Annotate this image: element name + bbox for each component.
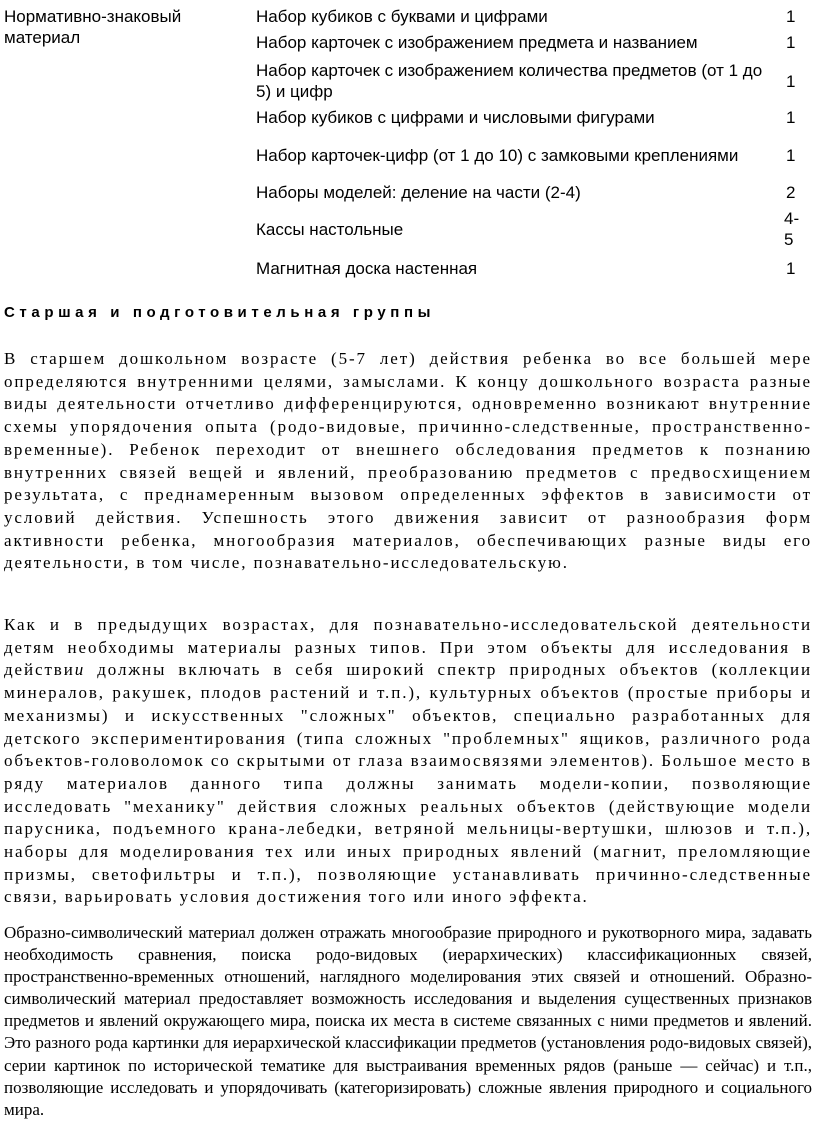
paragraph-older-preschool: В старшем дошкольном возрасте (5-7 лет) действия ребенка во все большей мере определяются внутренними целями, замыслами. К концу дошкольного возраста разные виды деятельности отчетливо дифференцируются, одновременно возникают внутренние схемы упорядочения опыта (родо-видовые, причинно-следственные, пространственно-временные). Ребенок переходит от внешнего обследования предметов к познанию внутренних связей вещей и явлений, преобразованию предметов с предвосхищением результата, с преднамеренным вызовом определенных эффектов в зависимости от условий действия. Успешность этого движения зависит от разнообразия форм активности ребенка, многообразия материалов, обеспечивающих разные виды его деятельности, в том числе, познавательно-исследовательскую.: [4, 349, 812, 573]
table-row: [256, 5, 816, 27]
paragraph-symbolic-material: Образно-символический материал должен отражать многообразие природного и рукотворного мира, задавать необходимость сравнения, поиска родо-видовых (иерархических) классификационных связей, пространственно-временных отношений, наглядного моделирования этих связей и отношений. Образно-символический материал предоставляет возможность исследования и выделения существенных признаков предметов и явлений окружающего мира, поиска их места в системе связанных с ними предметов и явлений. Это разного рода картинки для иерархической классификации предметов (установления родо-видовых связей), серии картинок по исторической тематике для выстраивания временных рядов (раньше — сейчас) и т.п., позволяющие исследовать и упорядочивать (категоризировать) сложные явления природного и социального мира.: [4, 923, 812, 1119]
table-row: [256, 207, 816, 251]
italic-letter: и: [74, 660, 86, 680]
item-quantity: 2: [786, 182, 796, 202]
item-name: Магнитная доска настенная: [256, 258, 478, 278]
paragraph-research-materials: [4, 614, 812, 909]
item-name: Набор карточек с изображением предмета и названием: [256, 32, 698, 52]
table-row: [256, 133, 816, 177]
section-heading: Старшая и подготовительная группы: [4, 304, 436, 321]
category-label: Нормативно-знаковый материал: [4, 7, 182, 47]
table-row: [256, 106, 816, 128]
paragraph-text: Как и в предыдущих возрастах, для познавательно-исследовательской деятельности детям необходимы материалы разных типов. При этом объекты для исследования в действи: [4, 615, 812, 680]
item-quantity: 4-5: [784, 209, 800, 249]
table-row: [256, 59, 816, 103]
item-name: Набор кубиков с цифрами и числовыми фигурами: [256, 107, 655, 127]
table-row: [256, 257, 816, 279]
item-quantity: 1: [786, 145, 796, 165]
item-name: Набор карточек с изображением количества предметов (от 1 до 5) и цифр: [256, 61, 763, 101]
item-quantity: 1: [786, 107, 796, 127]
item-quantity: 1: [786, 6, 796, 26]
item-name: Набор кубиков с буквами и цифрами: [256, 6, 548, 26]
item-quantity: 1: [786, 258, 796, 278]
paragraph-text: должны включать в себя широкий спектр природных объектов (коллекции минералов, ракушек, плодов растений и т.п.), культурных объектов (простые приборы и механизмы) и искусственных "сложных" объектов, специально разработанных для детского экспериментирования (типа сложных "проблемных" ящиков, различного рода объектов-головоломок со скрытыми от глаза взаимосвязями элементов). Большое место в ряду материалов данного типа должны занимать модели-копии, позволяющие исследовать "механику" действия сложных реальных объектов (действующие модели парусника, подъемного крана-лебедки, ветряной мельницы-вертушки, шлюзов и т.п.), наборы для моделирования тех или иных природных явлений (магнит, преломляющие призмы, светофильтры и т.п.), позволяющие устанавливать причинно-следственные связи, варьировать условия достижения того или иного эффекта.: [4, 660, 812, 907]
item-quantity: 1: [786, 32, 796, 52]
table-row: [256, 31, 816, 53]
item-name: Набор карточек-цифр (от 1 до 10) с замковыми креплениями: [256, 145, 739, 165]
item-quantity: 1: [786, 71, 796, 91]
table-row: [256, 181, 816, 203]
item-name: Кассы настольные: [256, 219, 404, 239]
item-name: Наборы моделей: деление на части (2-4): [256, 182, 581, 202]
